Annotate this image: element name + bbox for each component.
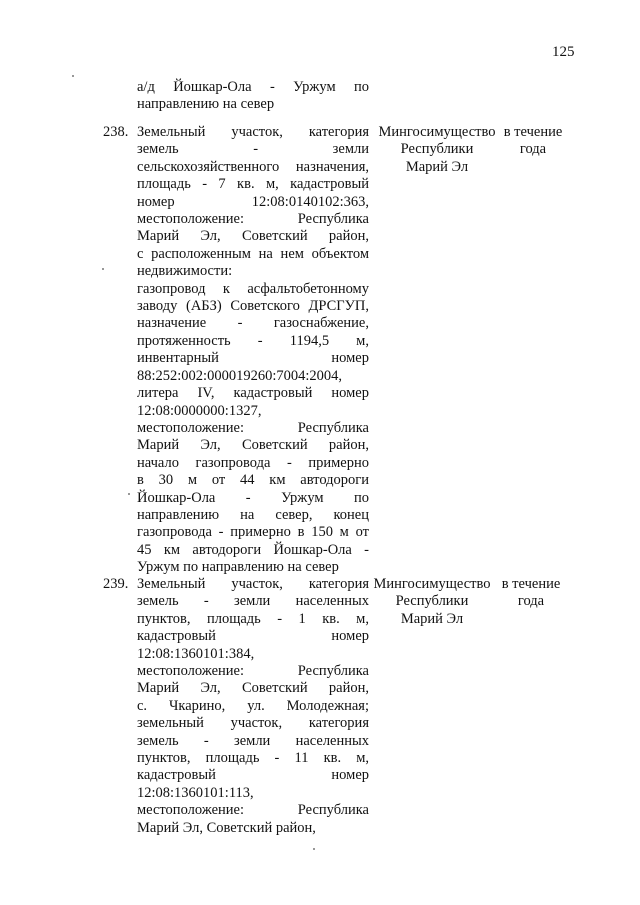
text-line: Марий Эл bbox=[400, 610, 464, 627]
text-line: года bbox=[517, 593, 545, 610]
top-fragment bbox=[137, 79, 369, 114]
text-line: местоположение: Республика bbox=[137, 211, 369, 228]
text-line: Земельный участок, категория bbox=[137, 576, 369, 592]
text-line: с расположенным на нем объектом bbox=[137, 245, 369, 262]
text-line: с. Чкарино, ул. Молодежная; bbox=[137, 697, 369, 714]
scan-speck bbox=[128, 493, 130, 495]
text-line: в течение bbox=[503, 124, 563, 140]
text-line: года bbox=[519, 141, 547, 158]
entry-number: 238. bbox=[103, 124, 129, 140]
entry-organization bbox=[369, 576, 495, 628]
entry-description bbox=[137, 576, 369, 837]
text-line: недвижимости: bbox=[137, 263, 233, 280]
text-line: Марий Эл bbox=[405, 158, 469, 175]
text-line: земель - земли bbox=[137, 141, 369, 158]
entry-description bbox=[137, 124, 369, 577]
text-line: земель - земли населенных bbox=[137, 732, 369, 749]
scan-speck bbox=[313, 848, 315, 850]
text-line: направлению на север, конец bbox=[137, 506, 369, 523]
text-line: инвентарный номер bbox=[137, 350, 369, 367]
scan-speck bbox=[102, 268, 104, 270]
scan-speck bbox=[72, 75, 74, 77]
text-line: 12:08:0000000:1327, bbox=[137, 402, 262, 419]
text-line: Республики bbox=[395, 593, 469, 610]
text-line: в 30 м от 44 км автодороги bbox=[137, 472, 369, 489]
text-line: 45 км автодороги Йошкар-Ола - bbox=[137, 541, 369, 558]
text-line: земельный участок, категория bbox=[137, 715, 369, 732]
text-line: Марий Эл, Советский район, bbox=[137, 680, 369, 697]
entry-term bbox=[497, 576, 565, 611]
text-line: местоположение: Республика bbox=[137, 802, 369, 819]
text-line: площадь - 7 кв. м, кадастровый bbox=[137, 176, 369, 193]
text-line: пунктов, площадь - 11 кв. м, bbox=[137, 750, 369, 767]
entry-number: 239. bbox=[103, 576, 129, 592]
text-line: Мингосимущество bbox=[373, 576, 491, 592]
text-line: начало газопровода - примерно bbox=[137, 454, 369, 471]
text-line: Марий Эл, Советский район, bbox=[137, 437, 369, 454]
text-line: пунктов, площадь - 1 кв. м, bbox=[137, 610, 369, 627]
text-line: Республики bbox=[400, 141, 474, 158]
entry-term bbox=[499, 124, 567, 159]
text-line: Земельный участок, категория bbox=[137, 124, 369, 140]
entry-organization bbox=[374, 124, 500, 176]
text-line: земель - земли населенных bbox=[137, 593, 369, 610]
desc-line: направлению на север bbox=[137, 96, 275, 113]
text-line: Марий Эл, Советский район, bbox=[137, 819, 316, 836]
text-line: 88:252:002:000019260:7004:2004, bbox=[137, 367, 343, 384]
text-line: Уржум по направлению на север bbox=[137, 559, 339, 576]
text-line: местоположение: Республика bbox=[137, 419, 369, 436]
page-number: 125 bbox=[552, 44, 575, 60]
text-line: заводу (АБЗ) Советского ДРСГУП, bbox=[137, 298, 369, 315]
text-line: кадастровый номер bbox=[137, 628, 369, 645]
text-line: газопровода - примерно в 150 м от bbox=[137, 524, 369, 541]
text-line: 12:08:1360101:113, bbox=[137, 784, 254, 801]
text-line: сельскохозяйственного назначения, bbox=[137, 158, 369, 175]
desc-line: а/д Йошкар-Ола - Уржум по bbox=[137, 79, 369, 95]
text-line: протяженность - 1194,5 м, bbox=[137, 332, 369, 349]
text-line: кадастровый номер bbox=[137, 767, 369, 784]
text-line: Марий Эл, Советский район, bbox=[137, 228, 369, 245]
text-line: Йошкар-Ола - Уржум по bbox=[137, 489, 369, 506]
text-line: номер 12:08:0140102:363, bbox=[137, 193, 369, 210]
text-line: газопровод к асфальтобетонному bbox=[137, 280, 369, 297]
text-line: назначение - газоснабжение, bbox=[137, 315, 369, 332]
text-line: в течение bbox=[501, 576, 561, 592]
text-line: 12:08:1360101:384, bbox=[137, 645, 255, 662]
text-line: Мингосимущество bbox=[378, 124, 496, 140]
text-line: местоположение: Республика bbox=[137, 663, 369, 680]
text-line: литера IV, кадастровый номер bbox=[137, 385, 369, 402]
